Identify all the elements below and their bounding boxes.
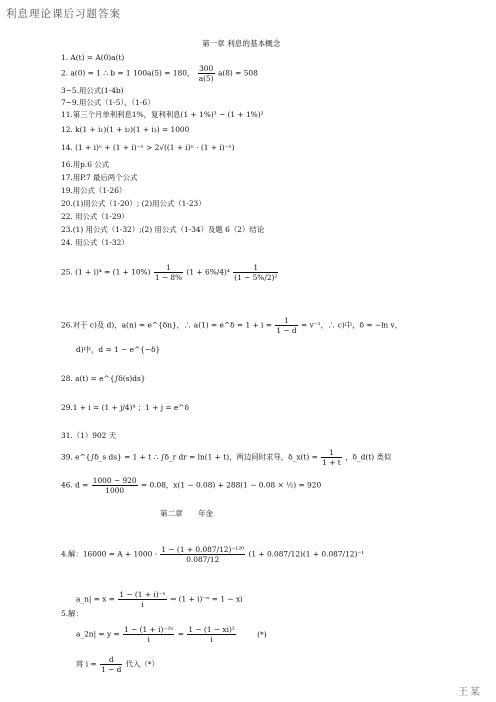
denominator: i [141, 600, 144, 609]
fraction [118, 590, 166, 609]
answer-20: 20.(1)用公式（1-20）; (2)用公式（1-23） [61, 199, 206, 208]
answer-24: 24. 用公式（1-32） [61, 238, 129, 247]
denominator: 1 − 8% [154, 273, 183, 282]
numerator: 1 − (1 + i)⁻ⁿ [119, 590, 166, 599]
annuity-n [76, 590, 242, 609]
chapter1-title: 第一章 利息的基本概念 [202, 39, 281, 48]
numerator: 1 − (1 + i)⁻²ⁿ [124, 625, 174, 634]
answer-2-text: 2. a(0) = 1 ∴ b = 1 100a(5) = 180， [61, 68, 195, 78]
fraction [160, 545, 245, 564]
numerator: 300 [199, 64, 214, 73]
denominator: i [210, 635, 213, 644]
page-header: 利息理论课后习题答案 [6, 8, 121, 20]
denominator: 0.087/12 [186, 555, 220, 564]
numerator: 1 [275, 316, 297, 326]
answer-26-tail: = v⁻¹，∴ c)中，δ = −ln v， [301, 320, 403, 330]
answer-19: 19.用公式（1-26） [61, 186, 127, 195]
substitution-tail: 代入（*） [125, 659, 159, 669]
answer-39 [61, 448, 391, 467]
answer-39-text: 39. e^{∫δ_s ds} = 1 + t ∴ ∫δ_r dr = ln(1 + t)，两边同时求导，δ_x(t) = [61, 452, 318, 462]
fraction [92, 476, 138, 495]
answer-7: 7~9.用公式（1-5）、（1-6） [61, 98, 155, 107]
annuity-2n [76, 625, 267, 644]
denominator: a(5) [198, 74, 214, 83]
denominator: 1 + t [322, 458, 341, 467]
numerator: 1 − (1 − xi)² [188, 625, 235, 634]
equals-sign: = [177, 629, 184, 639]
answer-1: 1. A(t) = A(0)a(t) [61, 53, 125, 62]
annuity-n-tail: ⇒ (1 + i)⁻ⁿ = 1 − xi [170, 594, 243, 604]
chapter2-title: 第二章 年金 [160, 509, 214, 518]
fraction [154, 263, 183, 282]
answer-46-text: 46. d = [61, 480, 89, 490]
answer-26 [61, 316, 402, 335]
answer-22: 22. 用公式（1-29） [61, 212, 129, 221]
fraction [100, 655, 122, 674]
substitution-text: 将 i = [76, 659, 97, 669]
answer-17: 17.用P.7 最后两个公式 [61, 173, 138, 182]
fraction [275, 316, 297, 335]
annuity-2n-lhs: a_2n| = y = [76, 629, 120, 639]
numerator: 1 [154, 263, 183, 273]
answer-2 [61, 64, 258, 83]
answer-25 [61, 263, 279, 282]
answer-ch2-5: 5.解： [61, 609, 83, 618]
answer-14: 14. (1 + i)ⁿ + (1 + i)⁻ⁿ > 2√((1 + i)ⁿ · (1 + i)⁻ⁿ) [61, 143, 235, 152]
denominator: 1 − d [276, 326, 297, 335]
numerator: 1 [233, 263, 278, 273]
fraction [321, 448, 342, 467]
answer-31: 31.（1）902 天 [61, 431, 117, 440]
answer-25-factor: (1 + 6%/4)⁴ [186, 267, 230, 277]
answer-25-text: 25. (1 + i)⁴ = (1 + 10%) [61, 267, 151, 277]
answer-ch2-4 [61, 545, 364, 564]
answer-11: 11.第三个月单利利息1%，复利利息(1 + 1%)³ − (1 + 1%)² [61, 110, 264, 119]
answer-12: 12. k(1 + i₁)(1 + i₂)(1 + i₃) = 1000 [61, 125, 190, 134]
equation-tag: (*) [257, 629, 267, 639]
fraction [187, 625, 235, 644]
denominator: (1 − 5%/2)² [234, 273, 278, 282]
answer-46-tail: = 0.08，x(1 − 0.08) + 288(1 − 0.08 × ½) = 920 [140, 480, 322, 490]
answer-46 [61, 476, 321, 495]
answer-26-text: 26.对于 c)及 d)，a(n) = e^{δn}，∴ a(1) = e^δ = 1 + i = [61, 320, 272, 330]
numerator: 1 [321, 448, 342, 458]
answer-26-d: d)中，d = 1 − e^{−δ} [76, 345, 161, 354]
answer-2-tail: a(8) = 508 [217, 68, 258, 78]
answer-29: 29.1 + i = (1 + j/4)⁴ ；1 + j = e^δ [61, 403, 189, 412]
numerator: 1 − (1 + 0.087/12)⁻¹²⁰ [161, 545, 245, 554]
substitution [76, 655, 159, 674]
annuity-n-lhs: a_n| = x = [76, 594, 115, 604]
answer-ch2-4-tail: (1 + 0.087/12)(1 + 0.087/12)⁻¹ [248, 549, 365, 559]
fraction [233, 263, 278, 282]
fraction [198, 64, 215, 83]
page-footer: 王某 [458, 687, 482, 698]
numerator: 1000 − 920 [92, 476, 137, 485]
denominator: 1 − d [101, 665, 122, 674]
denominator: 1000 [105, 486, 125, 495]
fraction [123, 625, 174, 644]
answer-ch2-4-text: 4.解：16000 = A + 1000 · [61, 549, 157, 559]
denominator: i [147, 635, 150, 644]
answer-16: 16.用p.6 公式 [61, 160, 110, 169]
answer-39-tail: ，δ_d(t) 类似 [345, 452, 392, 462]
answer-28: 28. a(t) = e^{∫δ(s)ds} [61, 374, 146, 383]
answer-3: 3~5.用公式(1-4b) [61, 86, 124, 95]
answer-23: 23.(1) 用公式（1-32）;(2) 用公式（1-34）及题 6（2）结论 [61, 225, 265, 234]
numerator: d [100, 655, 122, 665]
